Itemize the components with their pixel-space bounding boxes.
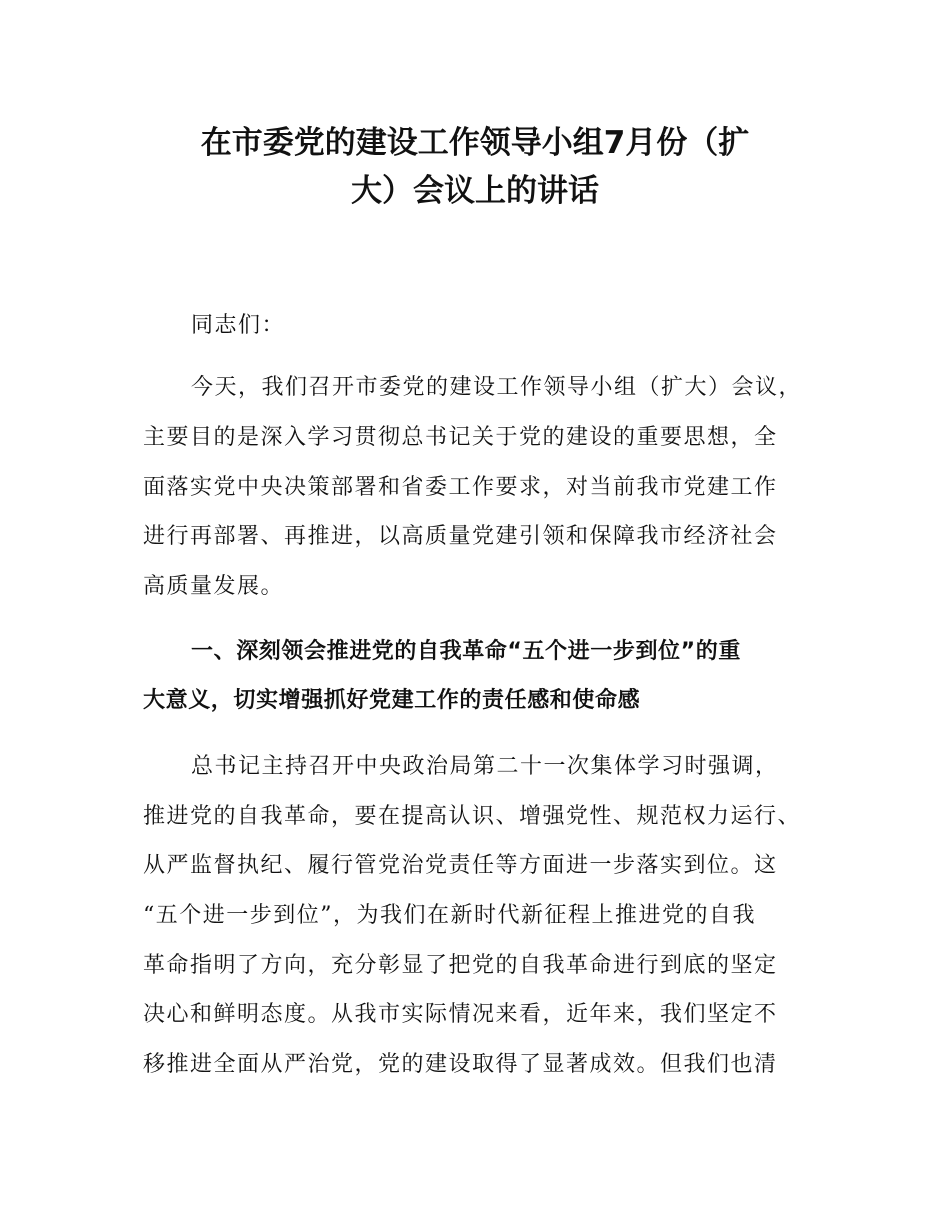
salutation: 同志们：: [191, 313, 286, 338]
paragraph-1-line: 主要目的是深入学习贯彻总书记关于党的建设的重要思想，全: [143, 425, 778, 450]
section-1-heading-line: 大意义，切实增强抓好党建工作的责任感和使命感: [143, 688, 641, 713]
paragraph-2-line: 总书记主持召开中央政治局第二十一次集体学习时强调，: [191, 754, 779, 779]
document-title-line-2: 大）会议上的讲话: [351, 173, 599, 209]
paragraph-2-line: 决心和鲜明态度。从我市实际情况来看，近年来，我们坚定不: [143, 1002, 778, 1027]
document-title-line-1: 在市委党的建设工作领导小组7月份（扩: [200, 125, 750, 161]
paragraph-2-line: 从严监督执纪、履行管党治党责任等方面进一步落实到位。这: [143, 853, 778, 878]
section-1-heading-line: 一、深刻领会推进党的自我革命“五个进一步到位”的重: [191, 639, 741, 664]
paragraph-2-line: “五个进一步到位”，为我们在新时代新征程上推进党的自我: [143, 903, 756, 928]
paragraph-2-line: 推进党的自我革命，要在提高认识、增强党性、规范权力运行、: [143, 804, 802, 829]
paragraph-1-line: 高质量发展。: [143, 574, 285, 599]
paragraph-1-line: 今天，我们召开市委党的建设工作领导小组（扩大）会议，: [191, 375, 803, 400]
paragraph-1-line: 进行再部署、再推进，以高质量党建引领和保障我市经济社会: [143, 524, 778, 549]
paragraph-2-line: 移推进全面从严治党，党的建设取得了显著成效。但我们也清: [143, 1052, 778, 1077]
paragraph-2-line: 革命指明了方向，充分彰显了把党的自我革命进行到底的坚定: [143, 953, 778, 978]
paragraph-1-line: 面落实党中央决策部署和省委工作要求，对当前我市党建工作: [143, 475, 778, 500]
